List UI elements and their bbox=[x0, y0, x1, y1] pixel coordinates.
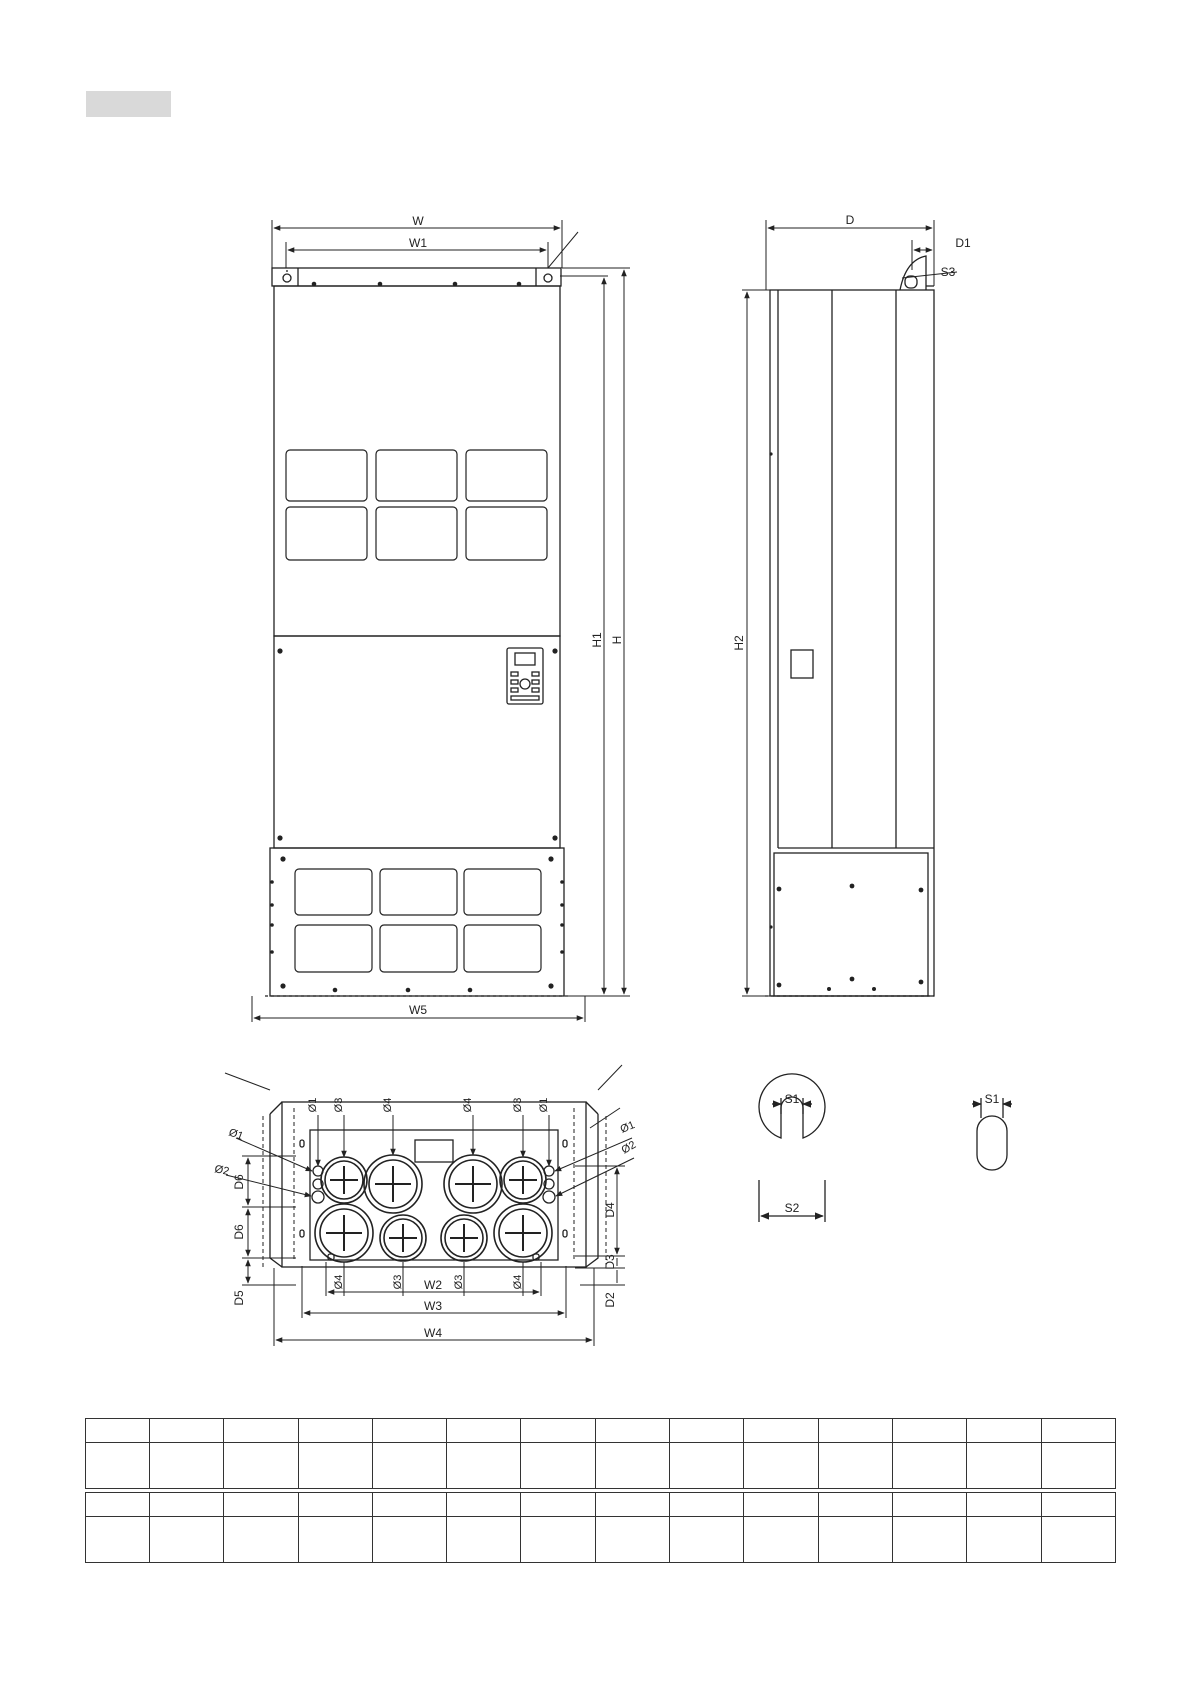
phi4-label-bottom-right: Ø4 bbox=[512, 1274, 524, 1290]
front-screws bbox=[270, 282, 564, 993]
phi2-label-right: Ø2 bbox=[619, 1138, 639, 1157]
dim-label-d: D bbox=[845, 213, 855, 227]
dim-label-w1: W1 bbox=[409, 236, 427, 250]
dim-label-d1: D1 bbox=[955, 236, 971, 250]
side-view bbox=[765, 256, 934, 996]
phi4-label-bottom-left: Ø4 bbox=[333, 1274, 345, 1290]
dim-label-w5: W5 bbox=[409, 1003, 427, 1017]
phi3-label-bottom-right: Ø3 bbox=[453, 1274, 465, 1290]
dimension-table bbox=[85, 1418, 1116, 1563]
front-dimensions bbox=[252, 220, 630, 1022]
dim-label-h1: H1 bbox=[590, 632, 604, 648]
dim-label-w4: W4 bbox=[424, 1326, 442, 1340]
phi2-label-left: Ø2 bbox=[213, 1163, 231, 1178]
phi1-label-top-right: Ø1 bbox=[538, 1097, 550, 1113]
dim-label-d2: D2 bbox=[603, 1292, 617, 1308]
dim-label-s3: S3 bbox=[940, 265, 956, 279]
phi4-label-top-right: Ø4 bbox=[462, 1097, 474, 1113]
dim-label-h: H bbox=[610, 635, 624, 645]
dim-label-w2: W2 bbox=[424, 1278, 442, 1292]
dim-label-d5: D5 bbox=[232, 1290, 246, 1306]
table-row bbox=[86, 1443, 1116, 1489]
dim-label-h2: H2 bbox=[732, 635, 746, 651]
dim-label-d6-lower: D6 bbox=[232, 1224, 246, 1240]
side-screws bbox=[769, 452, 923, 991]
dim-label-s1-slot: S1 bbox=[984, 1092, 1000, 1106]
phi1-label-right: Ø1 bbox=[618, 1119, 637, 1136]
phi1-label-left: Ø1 bbox=[226, 1126, 245, 1143]
dim-label-w3: W3 bbox=[424, 1299, 442, 1313]
dim-label-s2: S2 bbox=[784, 1201, 800, 1215]
phi3-label-bottom-left: Ø3 bbox=[392, 1274, 404, 1290]
dim-label-w: W bbox=[412, 214, 424, 228]
phi3-label-top-left: Ø3 bbox=[333, 1097, 345, 1113]
phi3-label-top-right: Ø3 bbox=[512, 1097, 524, 1113]
dim-label-d3: D3 bbox=[603, 1254, 617, 1270]
dim-label-d4: D4 bbox=[603, 1202, 617, 1218]
table-row bbox=[86, 1493, 1116, 1517]
front-view bbox=[265, 268, 570, 996]
bottom-view bbox=[263, 1102, 606, 1268]
phi4-label-top-left: Ø4 bbox=[382, 1097, 394, 1113]
table-row bbox=[86, 1517, 1116, 1563]
dim-label-s1-keyhole: S1 bbox=[784, 1092, 800, 1106]
slot-hole-detail bbox=[972, 1098, 1012, 1170]
bottom-dim-labels bbox=[232, 1174, 617, 1340]
dim-label-d6-upper: D6 bbox=[232, 1174, 246, 1190]
table-row bbox=[86, 1419, 1116, 1443]
phi1-label-top-left: Ø1 bbox=[307, 1097, 319, 1113]
